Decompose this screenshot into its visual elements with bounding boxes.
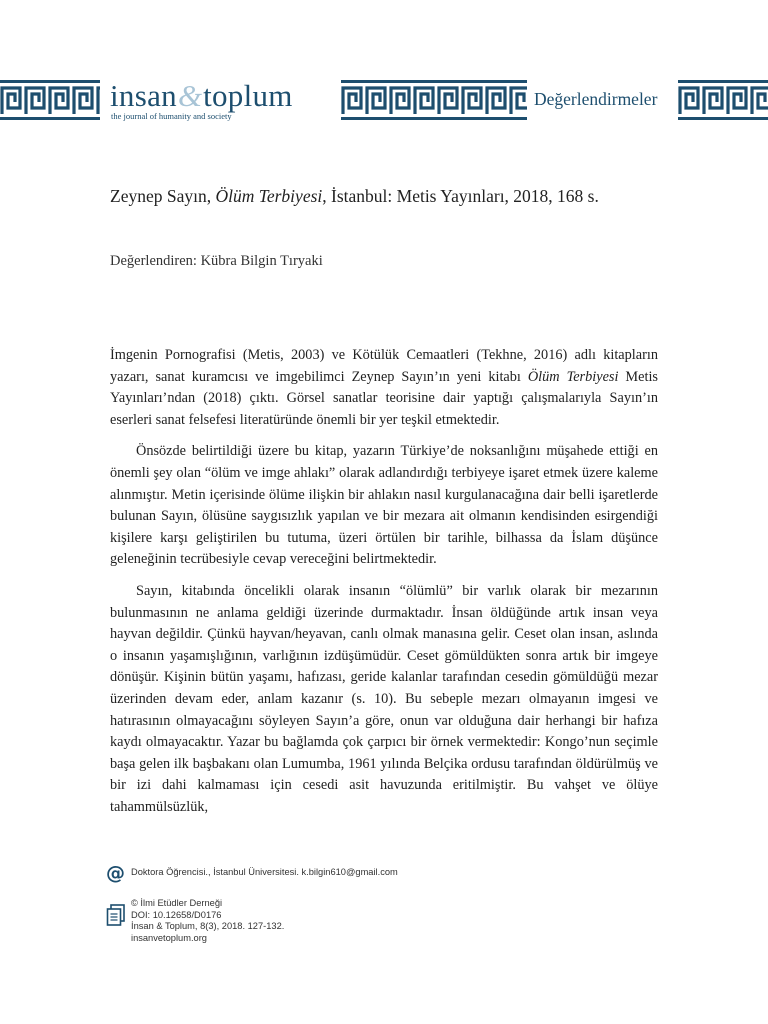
website-link[interactable]: insanvetoplum.org <box>131 932 207 943</box>
paragraph-1-end: Metis Yayınları’ndan (2018) çıktı. Görsel sanatlar teorisine dair yaptığı çalışmalarıyla Sayın’ın eserleri sanat felsefesi literatüründe önemli bir yer teşkil etmektedir. <box>110 368 658 428</box>
journal-title-toplum: toplum <box>203 78 293 113</box>
reviewer-line: Değerlendiren: Kübra Bilgin Tıryaki <box>110 253 323 269</box>
meta-lines <box>131 898 284 944</box>
journal-title <box>110 78 293 114</box>
meander-border-right <box>678 80 768 120</box>
book-author: Zeynep Sayın, <box>110 186 216 206</box>
journal-title-ampersand: & <box>177 78 203 113</box>
book-publication: , İstanbul: Metis Yayınları, 2018, 168 s. <box>322 186 599 206</box>
journal-header <box>0 76 768 132</box>
paragraph-3: Sayın, kitabında öncelikli olarak insanın “ölümlü” bir varlık olarak bir mezarının bulunmasının ne anlama geldiği üzerinde durmaktadır. İnsan öldüğünde artık insan veya hayvan değildir. Çünkü hayvan/heyavan, canlı olmak manasına gelir. Ceset olan insan, aslında o insanın yaşamışlığının, varlığının izdüşümüdür. Ceset gömüldükten sonra artık bir imgeye dönüşür. Kişinin bütün yaşamı, hafızası, geride kalanlar tarafından cesedin gömüldüğü mezar üzerinden devam eder, anlam kazanır (s. 10). Bu sebeple mezarı olmayanın imgesi ve hatırasının olmayacağını söyleyen Sayın’a göre, onun var olduğuna dair herhangi bir hafıza kaydı olmayacaktır. Yazar bu bağlamda çok çarpıcı bir örnek vermektedir: Kongo’nun seçimle başa gelen ilk başbakanı olan Lumumba, 1961 yılında Belçika ordusu tarafından öldürülmüş ve bir izi dahi kalmaması için cesedi asit havuzunda eritilmiştir. Bu vahşet ve ölüye tahammülsüzlük, <box>110 582 658 815</box>
meander-border-left <box>0 80 100 120</box>
paragraph-1-book-title: Ölüm Terbiyesi <box>527 368 619 385</box>
author-affiliation: Doktora Öğrencisi., İstanbul Üniversitesi. k.bilgin610@gmail.com <box>131 867 398 877</box>
book-citation <box>110 186 710 207</box>
paragraph-1 <box>110 345 658 431</box>
book-title: Ölüm Terbiyesi <box>215 186 323 206</box>
paragraph-1-start: İmgenin Pornografisi (Metis, 2003) ve Kötülük Cemaatleri (Tekhne, 2016) adlı kitapların yazarı, sanat kuramcısı ve imgebilimci Zeynep Sayın’ın yeni kitabı <box>110 347 658 385</box>
section-label: Değerlendirmeler <box>534 89 658 109</box>
citation-line: İnsan & Toplum, 8(3), 2018. 127-132. <box>131 921 285 932</box>
journal-subtitle: the journal of humanity and society <box>111 111 232 121</box>
journal-title-insan: insan <box>110 78 177 113</box>
doi-line: DOI: 10.12658/D0176 <box>131 909 222 920</box>
meander-border-middle <box>341 80 527 120</box>
article-body <box>110 345 658 828</box>
at-sign-icon: @ <box>106 862 125 884</box>
copyright-line: © İlmi Etüdler Derneği <box>131 898 223 908</box>
document-icon <box>106 904 126 926</box>
paragraph-2: Önsözde belirtildiği üzere bu kitap, yazarın Türkiye’de noksanlığını müşahede ettiği en önemli şey olan “ölüm ve imge ahlakı” olarak adlandırdığı terbiyeye işaret etmek üzere kaleme alınmıştır. Metin içerisinde ölüme ilişkin bir ahlakın nasıl kurgulanacağına dair belli işaretlerde bulunan Sayın, ölüsüne saygısızlık yapılan ve bir mezara ait olmanın kendisinden esirgendiği kişilere karşı geliştirilen bu tutuma, üzeri örtülen bir tarihle, bilhassa da İslam düşünce geleneğinin tecrübesiyle cevap vereceğini belirtmektedir. <box>110 443 658 568</box>
